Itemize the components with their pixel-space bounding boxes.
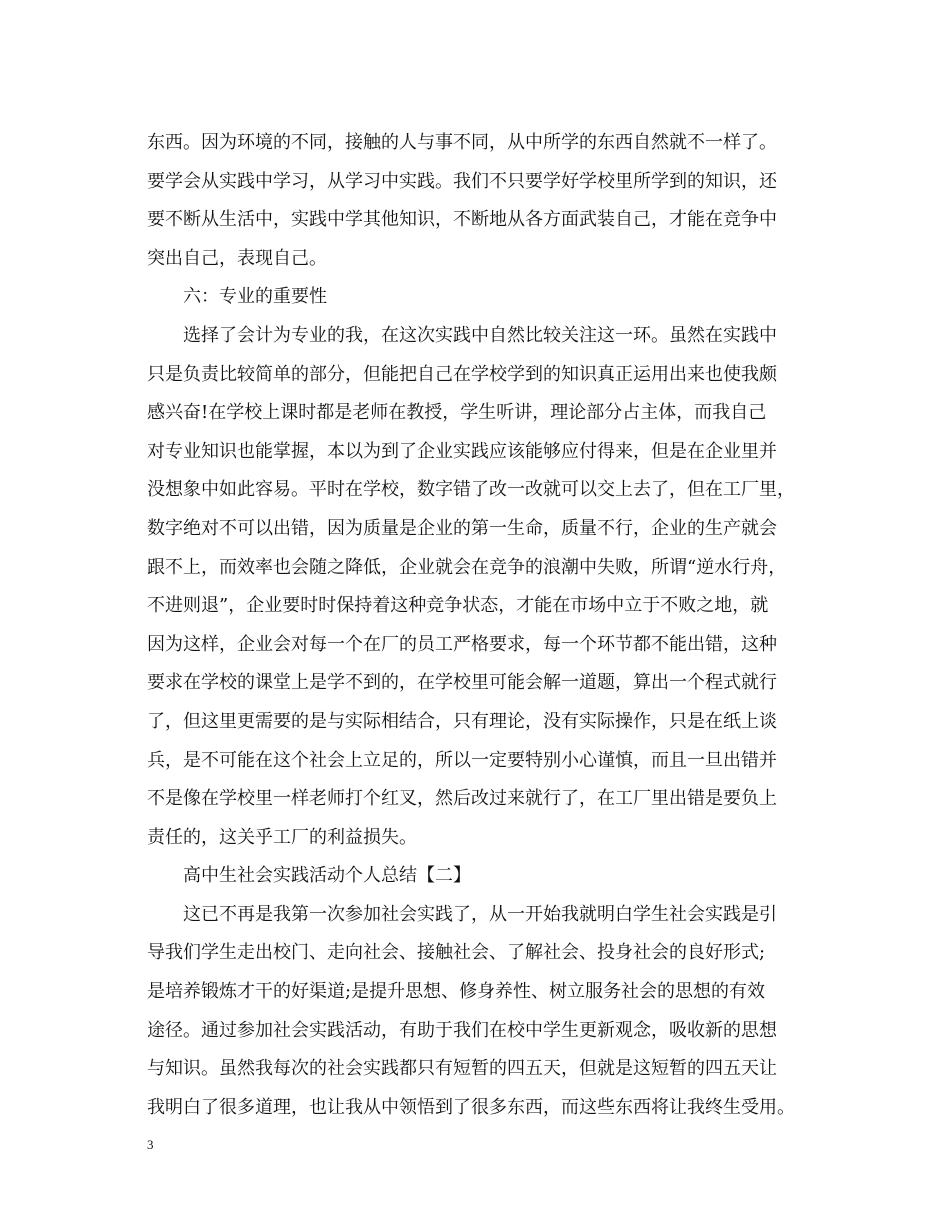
text-line: 对专业知识也能掌握，本以为到了企业实践应该能够应付得来，但是在企业里并 bbox=[147, 440, 777, 462]
text-line: 了，但这里更需要的是与实际相结合，只有理论，没有实际操作，只是在纸上谈 bbox=[147, 710, 777, 732]
text-line: 途径。通过参加社会实践活动，有助于我们在校中学生更新观念，吸收新的思想 bbox=[147, 1019, 777, 1041]
text-line: 感兴奋!在学校上课时都是老师在教授，学生听讲，理论部分占主体，而我自己 bbox=[147, 402, 767, 424]
text-line: 因为这样，企业会对每一个在厂的员工严格要求，每一个环节都不能出错，这种 bbox=[147, 633, 777, 655]
text-line: 六：专业的重要性 bbox=[183, 286, 327, 308]
text-line: 要不断从生活中，实践中学其他知识，不断地从各方面武装自己，才能在竞争中 bbox=[147, 209, 777, 231]
text-line: 跟不上，而效率也会随之降低，企业就会在竞争的浪潮中失败，所谓“逆水行舟， bbox=[147, 556, 787, 578]
document-body bbox=[147, 124, 812, 1127]
text-line: 不是像在学校里一样老师打个红叉，然后改过来就行了，在工厂里出错是要负上 bbox=[147, 788, 777, 810]
text-line: 是培养锻炼才干的好渠道;是提升思想、修身养性、树立服务社会的思想的有效 bbox=[147, 981, 766, 1003]
text-line: 要求在学校的课堂上是学不到的，在学校里可能会解一道题，算出一个程式就行 bbox=[147, 672, 777, 694]
text-line: 这已不再是我第一次参加社会实践了，从一开始我就明白学生社会实践是引 bbox=[183, 903, 777, 925]
text-line: 要学会从实践中学习，从学习中实践。我们不只要学好学校里所学到的知识，还 bbox=[147, 170, 777, 192]
text-line: 兵，是不可能在这个社会上立足的，所以一定要特别小心谨慎，而且一旦出错并 bbox=[147, 749, 777, 771]
text-line: 导我们学生走出校门、走向社会、接触社会、了解社会、投身社会的良好形式; bbox=[147, 942, 766, 964]
text-line: 责任的，这关乎工厂的利益损失。 bbox=[147, 826, 417, 848]
text-line: 东西。因为环境的不同，接触的人与事不同，从中所学的东西自然就不一样了。 bbox=[147, 132, 777, 153]
text-line: 只是负责比较简单的部分，但能把自己在学校学到的知识真正运用出来也使我颇 bbox=[147, 363, 777, 385]
text-line: 高中生社会实践活动个人总结【二】 bbox=[183, 865, 471, 887]
text-line: 突出自己，表现自己。 bbox=[147, 247, 327, 269]
text-line: 我明白了很多道理，也让我从中领悟到了很多东西，而这些东西将让我终生受用。 bbox=[147, 1096, 795, 1118]
text-line: 数字绝对不可以出错，因为质量是企业的第一生命，质量不行，企业的生产就会 bbox=[147, 517, 777, 539]
text-line: 与知识。虽然我每次的社会实践都只有短暂的四五天，但就是这短暂的四五天让 bbox=[147, 1058, 777, 1080]
text-line: 没想象中如此容易。平时在学校，数字错了改一改就可以交上去了，但在工厂里， bbox=[147, 479, 795, 501]
page-number: 3 bbox=[147, 1137, 154, 1152]
text-line: 不进则退”，企业要时时保持着这种竞争状态，才能在市场中立于不败之地，就 bbox=[147, 595, 769, 617]
text-line: 选择了会计为专业的我，在这次实践中自然比较关注这一环。虽然在实践中 bbox=[183, 324, 777, 346]
